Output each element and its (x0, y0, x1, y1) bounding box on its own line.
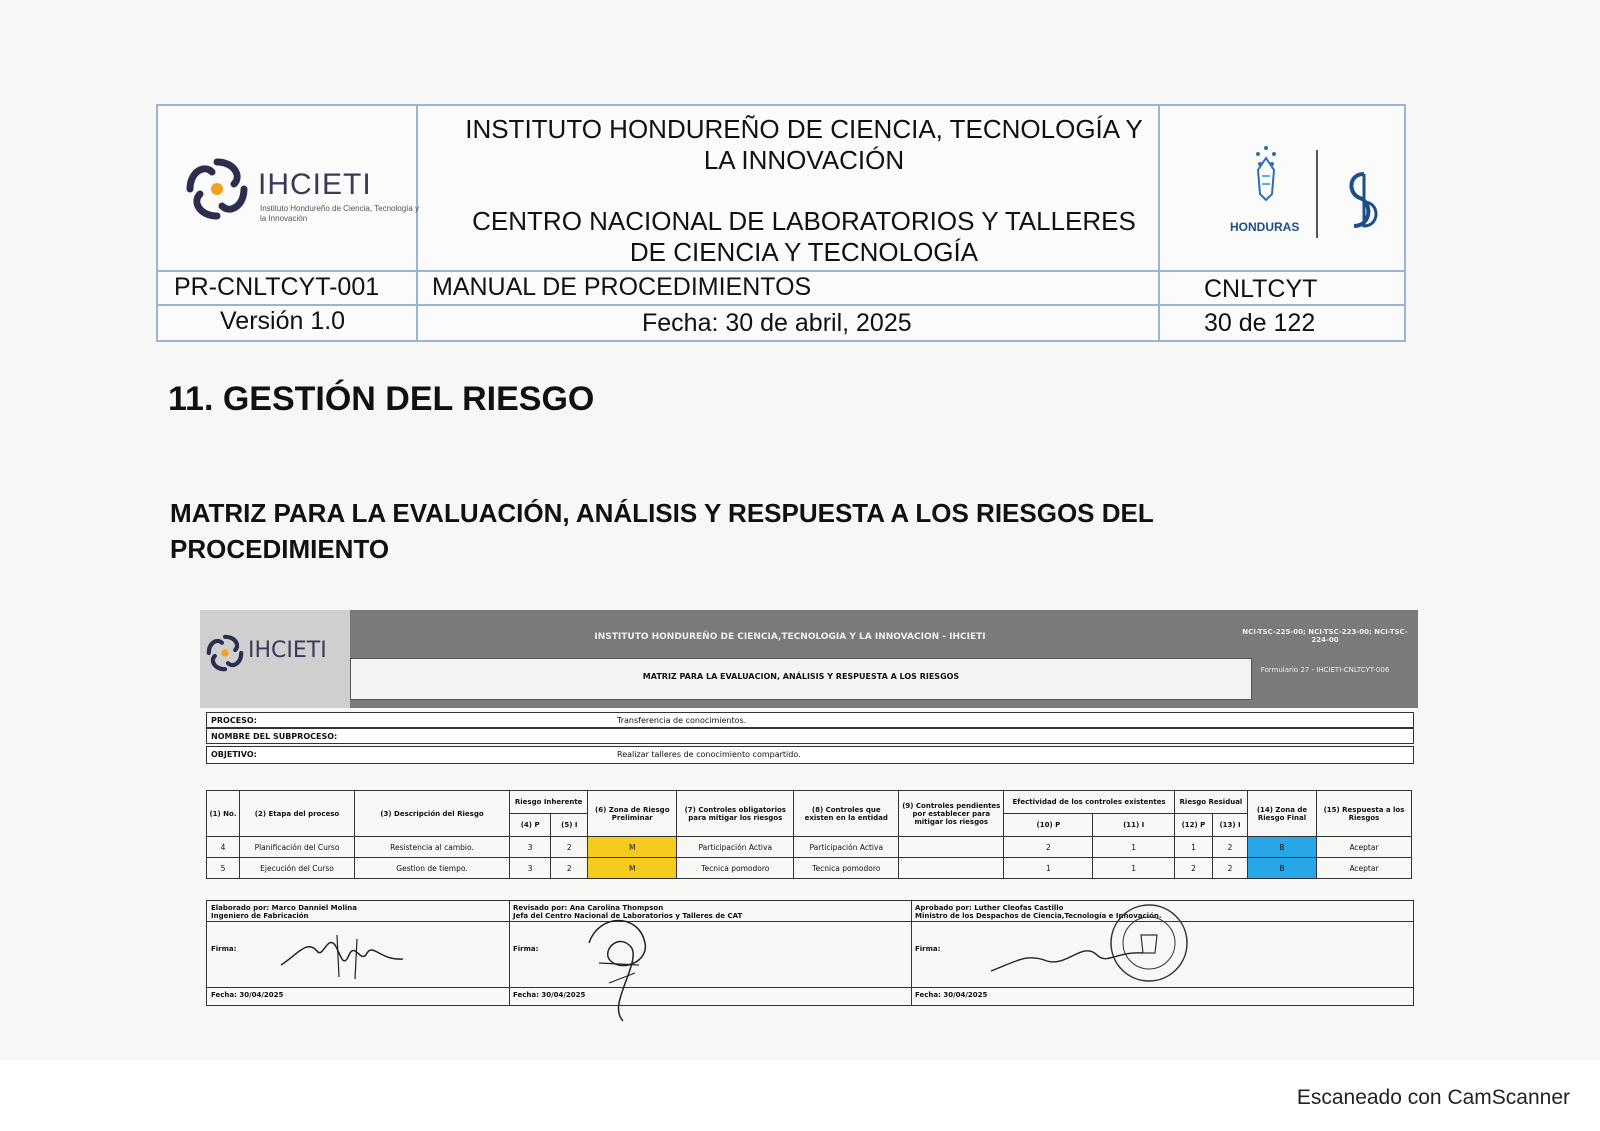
document-version: Versión 1.0 (220, 307, 346, 335)
objetivo-row: OBJETIVO: Realizar talleres de conocimiento compartido. (206, 746, 1414, 764)
zona-final-cell: B (1248, 858, 1317, 879)
elaborado-por: Elaborado por: Marco Danniel Molina Ingeniero de Fabricación (211, 904, 357, 920)
col-inherente: Riesgo Inherente (510, 791, 588, 814)
risk-table (206, 790, 1412, 879)
col-controles-exist: (8) Controles que existen en la entidad (794, 791, 899, 837)
subproceso-row: NOMBRE DEL SUBPROCESO: (206, 728, 1414, 744)
honduras-emblem-icon (1236, 140, 1296, 220)
honduras-label: HONDURAS (1230, 220, 1300, 234)
col-zona-prelim: (6) Zona de Riesgo Preliminar (588, 791, 677, 837)
col-respuesta: (15) Respuesta a los Riesgos (1317, 791, 1412, 837)
zona-final-cell: B (1248, 837, 1317, 858)
matrix-title: MATRIZ PARA LA EVALUACION, ANÁLISIS Y RESPUESTA A LOS RIESGOS (642, 672, 960, 681)
revisado-por: Revisado por: Ana Carolina Thompson Jefa del Centro Nacional de Laboratorios y Talleres de CAT (513, 904, 743, 920)
col-i13: (13) I (1213, 814, 1248, 837)
col-i11: (11) I (1093, 814, 1174, 837)
ihcieti-logo-icon (204, 632, 246, 674)
signature-block (206, 900, 1414, 1006)
risk-matrix-form (200, 610, 1418, 1008)
fecha-elaborado: Fecha: 30/04/2025 (211, 991, 284, 999)
col-etapa: (2) Etapa del proceso (240, 791, 355, 837)
scanner-watermark: Escaneado con CamScanner (1296, 1086, 1570, 1109)
signature-icon (579, 903, 659, 1023)
col-p4: (4) P (510, 814, 551, 837)
matrix-logo-name: IHCIETI (248, 638, 327, 663)
fecha-aprobado: Fecha: 30/04/2025 (915, 991, 988, 999)
page-number: 30 de 122 (1204, 309, 1316, 337)
document-header (156, 104, 1406, 342)
manual-name: MANUAL DE PROCEDIMIENTOS (432, 273, 812, 301)
center-name: CENTRO NACIONAL DE LABORATORIOS Y TALLERES DE CIENCIA Y TECNOLOGÍA (472, 206, 1136, 267)
firma-label: Firma: (513, 945, 539, 953)
col-residual: Riesgo Residual (1174, 791, 1247, 814)
document-date: Fecha: 30 de abril, 2025 (642, 309, 912, 337)
col-p10: (10) P (1004, 814, 1093, 837)
signature-icon (277, 925, 407, 985)
fecha-revisado: Fecha: 30/04/2025 (513, 991, 586, 999)
honduras-logos (1230, 140, 1410, 250)
zona-preliminar-cell: M (588, 837, 677, 858)
col-descripcion: (3) Descripción del Riesgo (355, 791, 510, 837)
col-controles-pend: (9) Controles pendientes por establecer para mitigar los riesgos (899, 791, 1004, 837)
aprobado-por: Aprobado por: Luther Cleofas Castillo Ministro de los Despachos de Ciencia,Tecnología e Innovación. (915, 904, 1162, 920)
section-title: 11. GESTIÓN DEL RIESGO (168, 380, 595, 418)
table-row: 4 Planificación del Curso Resistencia al cambio. 3 2 M Participación Activa Participación Activa 2 1 1 2 B Aceptar (207, 837, 1412, 858)
matrix-title-box (350, 658, 1252, 700)
seal-stamp-icon (1107, 901, 1191, 985)
firma-label: Firma: (211, 945, 237, 953)
proceso-row: PROCESO: Transferencia de conocimientos. (206, 712, 1414, 728)
matrix-institute: INSTITUTO HONDUREÑO DE CIENCIA,TECNOLOGIA Y LA INNOVACION - IHCIETI (594, 632, 986, 642)
logo-name: IHCIETI (258, 168, 372, 201)
col-no: (1) No. (207, 791, 240, 837)
table-row: 5 Ejecución del Curso Gestion de tiempo. 3 2 M Tecnica pomodoro Tecnica pomodoro 1 1 2 2 B Aceptar (207, 858, 1412, 879)
zona-preliminar-cell: M (588, 858, 677, 879)
matrix-heading: MATRIZ PARA LA EVALUACIÓN, ANÁLISIS Y RESPUESTA A LOS RIESGOS DEL PROCEDIMIENTO (170, 498, 1154, 564)
col-efectividad: Efectividad de los controles existentes (1004, 791, 1175, 814)
institute-name: INSTITUTO HONDUREÑO DE CIENCIA, TECNOLOGÍA Y LA INNOVACIÓN (465, 114, 1143, 175)
matrix-code: NCI-TSC-225-00; NCI-TSC-223-00; NCI-TSC-224-00 (1242, 628, 1408, 644)
unit-code: CNLTCYT (1204, 275, 1318, 303)
col-p12: (12) P (1174, 814, 1212, 837)
sb-monogram-icon (1334, 168, 1384, 238)
matrix-form-number: Formulario 27 - IHCIETI-CNLTCYT-006 (1260, 666, 1390, 674)
col-controles-oblig: (7) Controles obligatorios para mitigar los riesgos (677, 791, 794, 837)
ihcieti-logo (182, 154, 420, 234)
ihcieti-logo-icon (182, 154, 252, 224)
document-code: PR-CNLTCYT-001 (174, 273, 380, 301)
col-i5: (5) I (551, 814, 588, 837)
matrix-header-band (200, 610, 1418, 708)
col-zona-final: (14) Zona de Riesgo Final (1248, 791, 1317, 837)
logo-divider (1316, 150, 1318, 238)
logo-tagline: Instituto Hondureño de Ciencia, Tecnología y la Innovación (260, 204, 420, 223)
firma-label: Firma: (915, 945, 941, 953)
